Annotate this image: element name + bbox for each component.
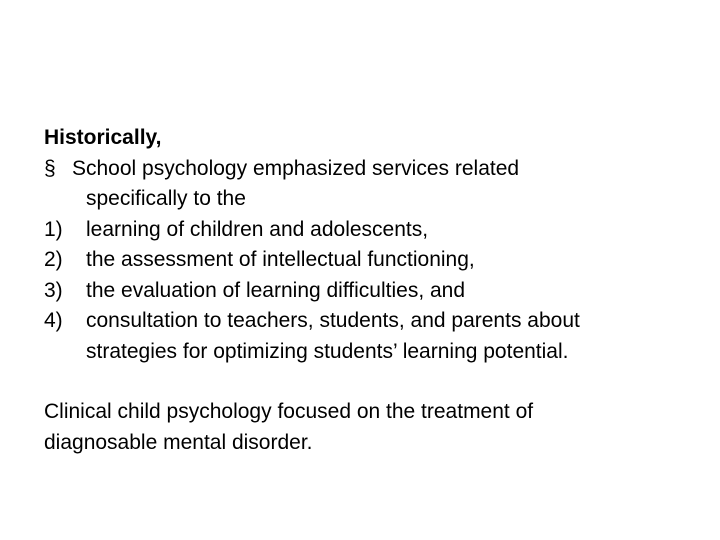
bullet-marker: §: [44, 156, 56, 180]
bullet-text-line-1: School psychology emphasized services related: [72, 156, 520, 180]
bullet-item: [44, 154, 694, 185]
slide-content: [44, 123, 694, 458]
heading: Historically,: [44, 126, 162, 149]
list-text-4-line-1: consultation to teachers, students, and parents about: [86, 309, 580, 332]
list-marker-3: 3): [44, 278, 63, 302]
list-item-3: [44, 276, 694, 307]
list-text-4-line-2: strategies for optimizing students’ learning potential.: [86, 339, 569, 363]
paragraph-line-1: Clinical child psychology focused on the treatment of: [44, 400, 534, 423]
list-text-3: the evaluation of learning difficulties, and: [86, 278, 466, 302]
bullet-text-line-2: specifically to the: [86, 187, 246, 210]
list-item-1: [44, 215, 694, 246]
list-item-2: [44, 245, 694, 276]
list-marker-4: 4): [44, 309, 63, 332]
list-marker-1: 1): [44, 217, 63, 241]
paragraph-line-2: diagnosable mental disorder.: [44, 430, 313, 454]
list-text-2: the assessment of intellectual functioning,: [86, 248, 475, 271]
list-text-1: learning of children and adolescents,: [86, 217, 429, 241]
list-item-4: [44, 306, 694, 337]
list-marker-2: 2): [44, 248, 63, 271]
clinical-paragraph: [44, 397, 694, 458]
